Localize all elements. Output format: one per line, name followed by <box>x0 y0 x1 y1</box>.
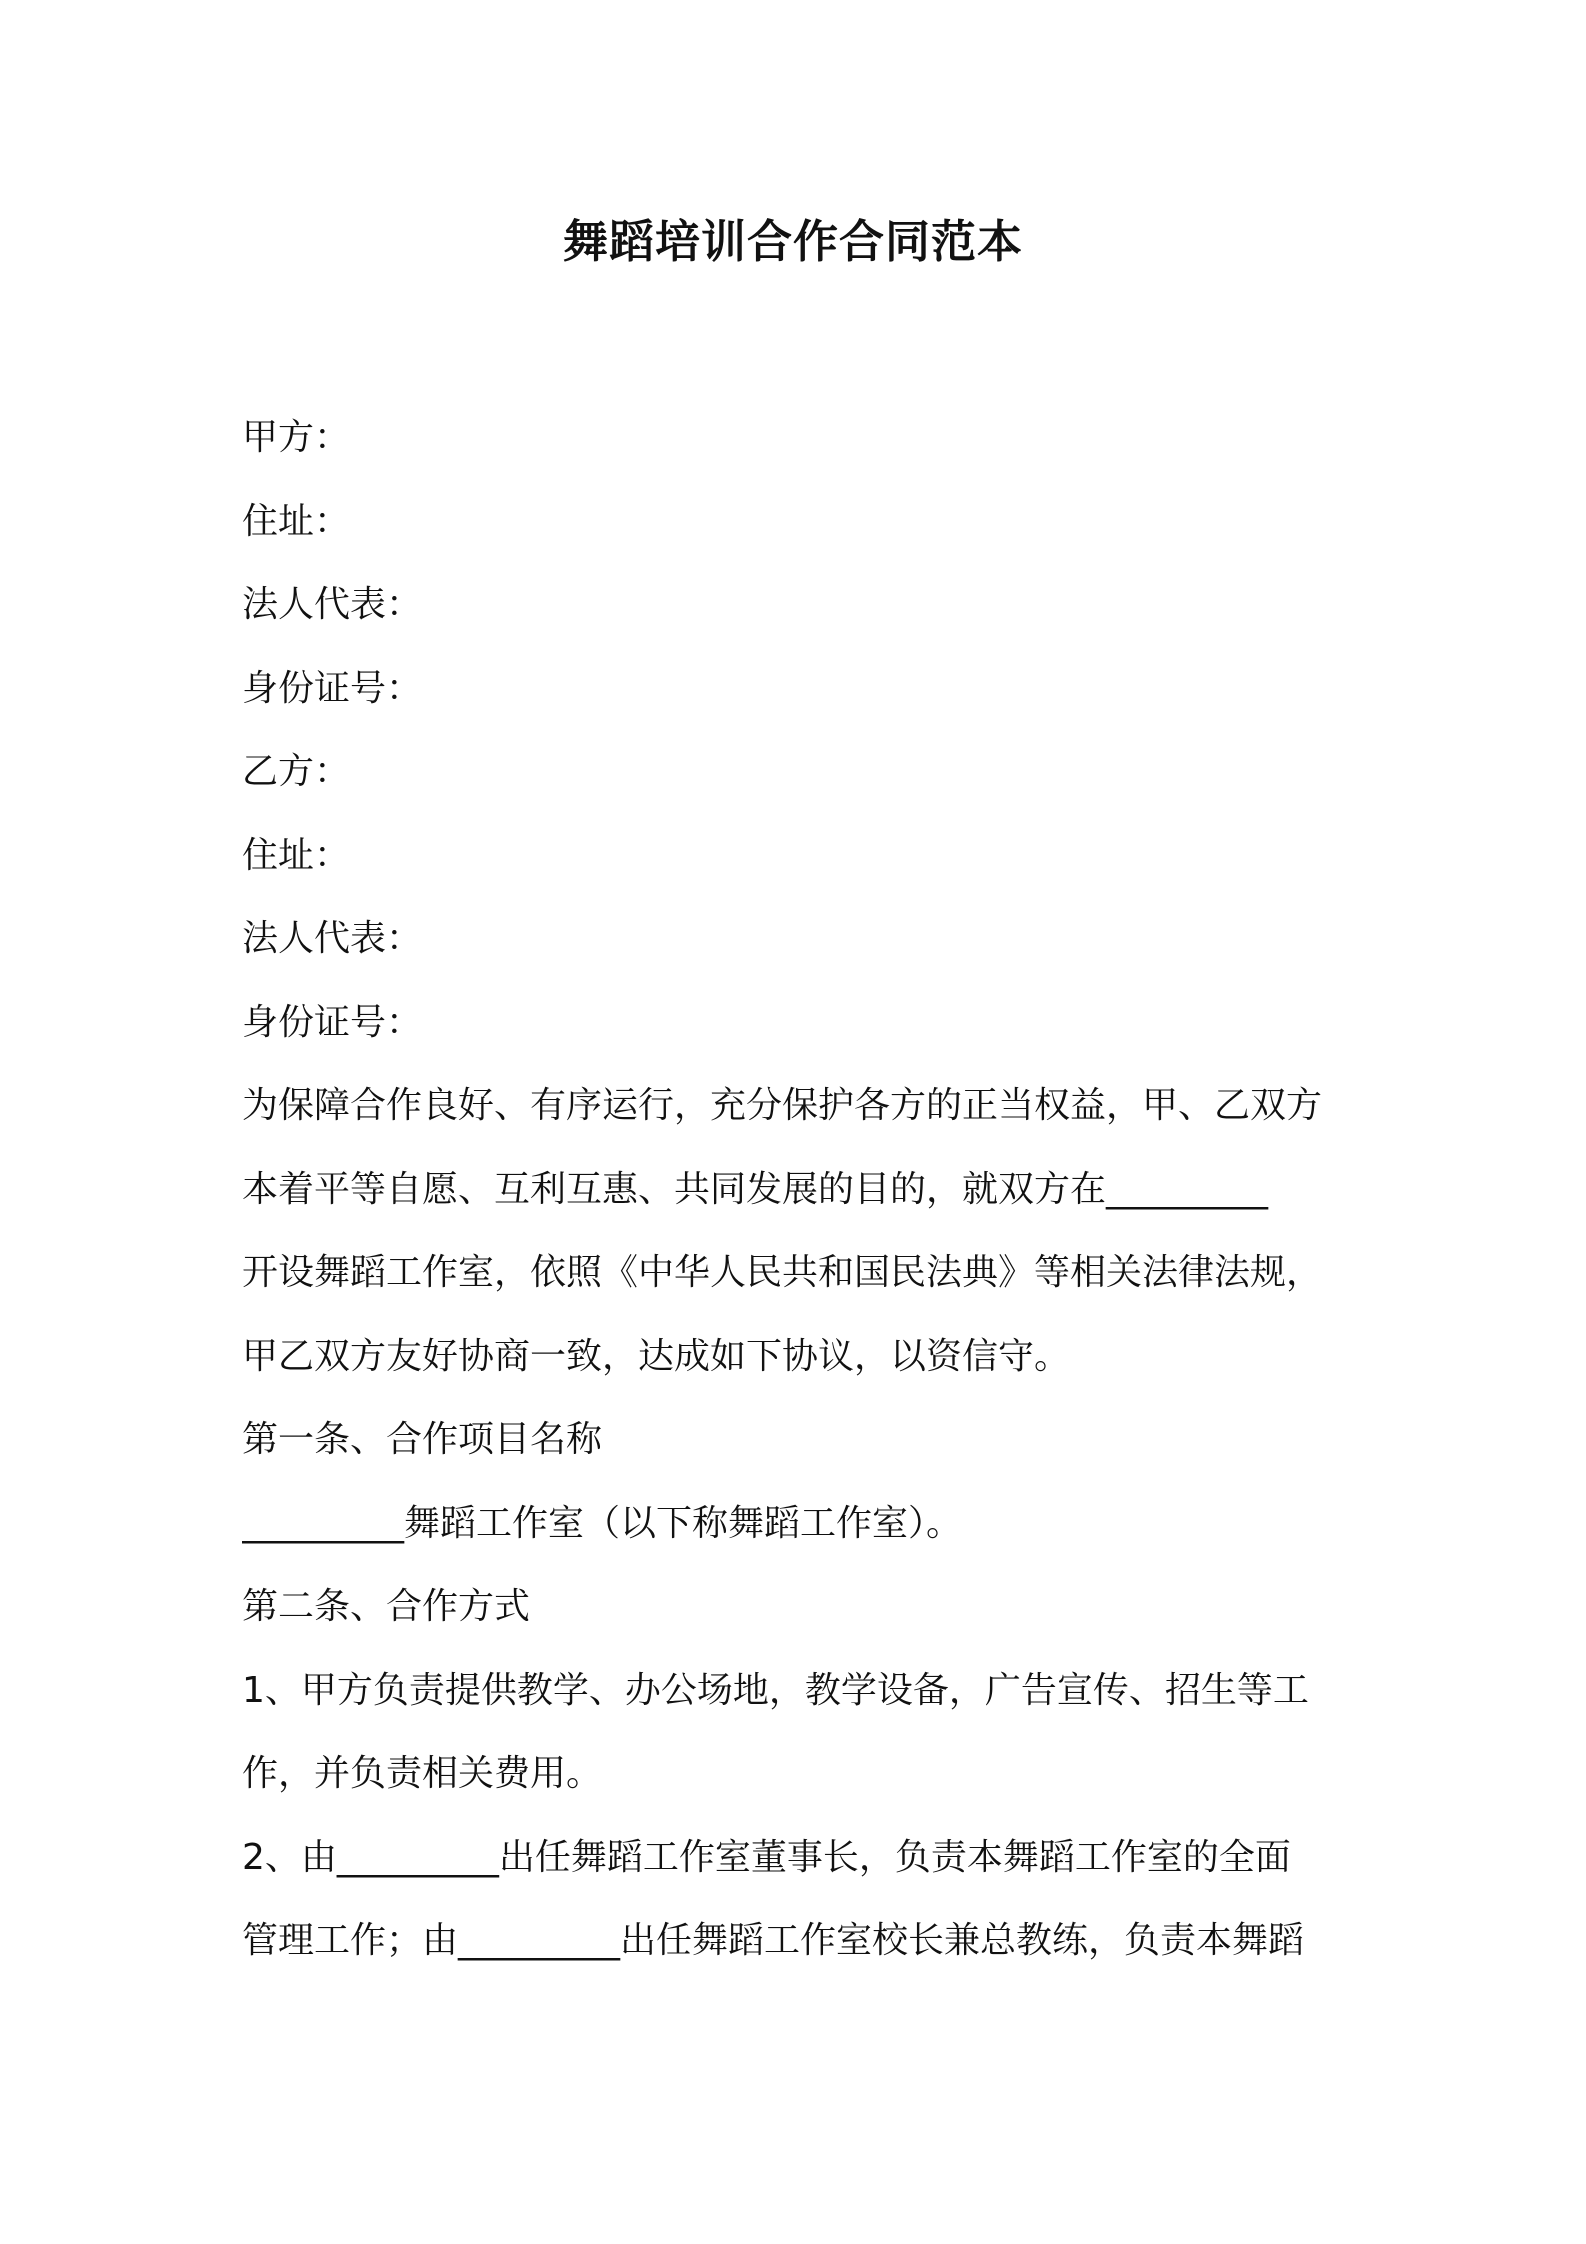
party-a-legal-rep-label: 法人代表： <box>242 584 423 625</box>
article-2-item-1-line-1: 1、甲方负责提供教学、办公场地，教学设备，广告宣传、招生等工 <box>242 1669 1309 1711</box>
document-body <box>242 408 1354 1995</box>
preamble-line-1: 为保障合作良好、有序运行，充分保护各方的正当权益，甲、乙双方 <box>242 1085 1323 1126</box>
party-b-id-label: 身份证号： <box>242 1001 423 1043</box>
party-b-address-label: 住址： <box>242 834 351 876</box>
article-2-item-2-line-2: 管理工作；由_________出任舞蹈工作室校长兼总教练，负责本舞蹈 <box>242 1920 1305 1961</box>
preamble-line-3: 开设舞蹈工作室，依照《中华人民共和国民法典》等相关法律法规， <box>242 1252 1323 1293</box>
article-1-heading: 第一条、合作项目名称 <box>242 1419 603 1460</box>
article-2-item-2-line-1: 2、由_________出任舞蹈工作室董事长，负责本舞蹈工作室的全面 <box>242 1836 1291 1878</box>
party-b-label: 乙方： <box>242 751 351 792</box>
party-a-id-label: 身份证号： <box>242 667 423 709</box>
party-a-address-label: 住址： <box>242 500 351 542</box>
article-2-heading: 第二条、合作方式 <box>242 1586 531 1627</box>
preamble-line-2: 本着平等自愿、互利互惠、共同发展的目的，就双方在_________ <box>242 1168 1269 1210</box>
article-1-text: _________舞蹈工作室（以下称舞蹈工作室）。 <box>242 1502 963 1544</box>
article-2-item-1-line-2: 作，并负责相关费用。 <box>242 1753 603 1794</box>
party-b-legal-rep-label: 法人代表： <box>242 918 423 959</box>
preamble-line-4: 甲乙双方友好协商一致，达成如下协议，以资信守。 <box>242 1335 1071 1377</box>
document-title: 舞蹈培训合作合同范本 <box>562 215 1023 268</box>
party-a-label: 甲方： <box>242 417 351 458</box>
